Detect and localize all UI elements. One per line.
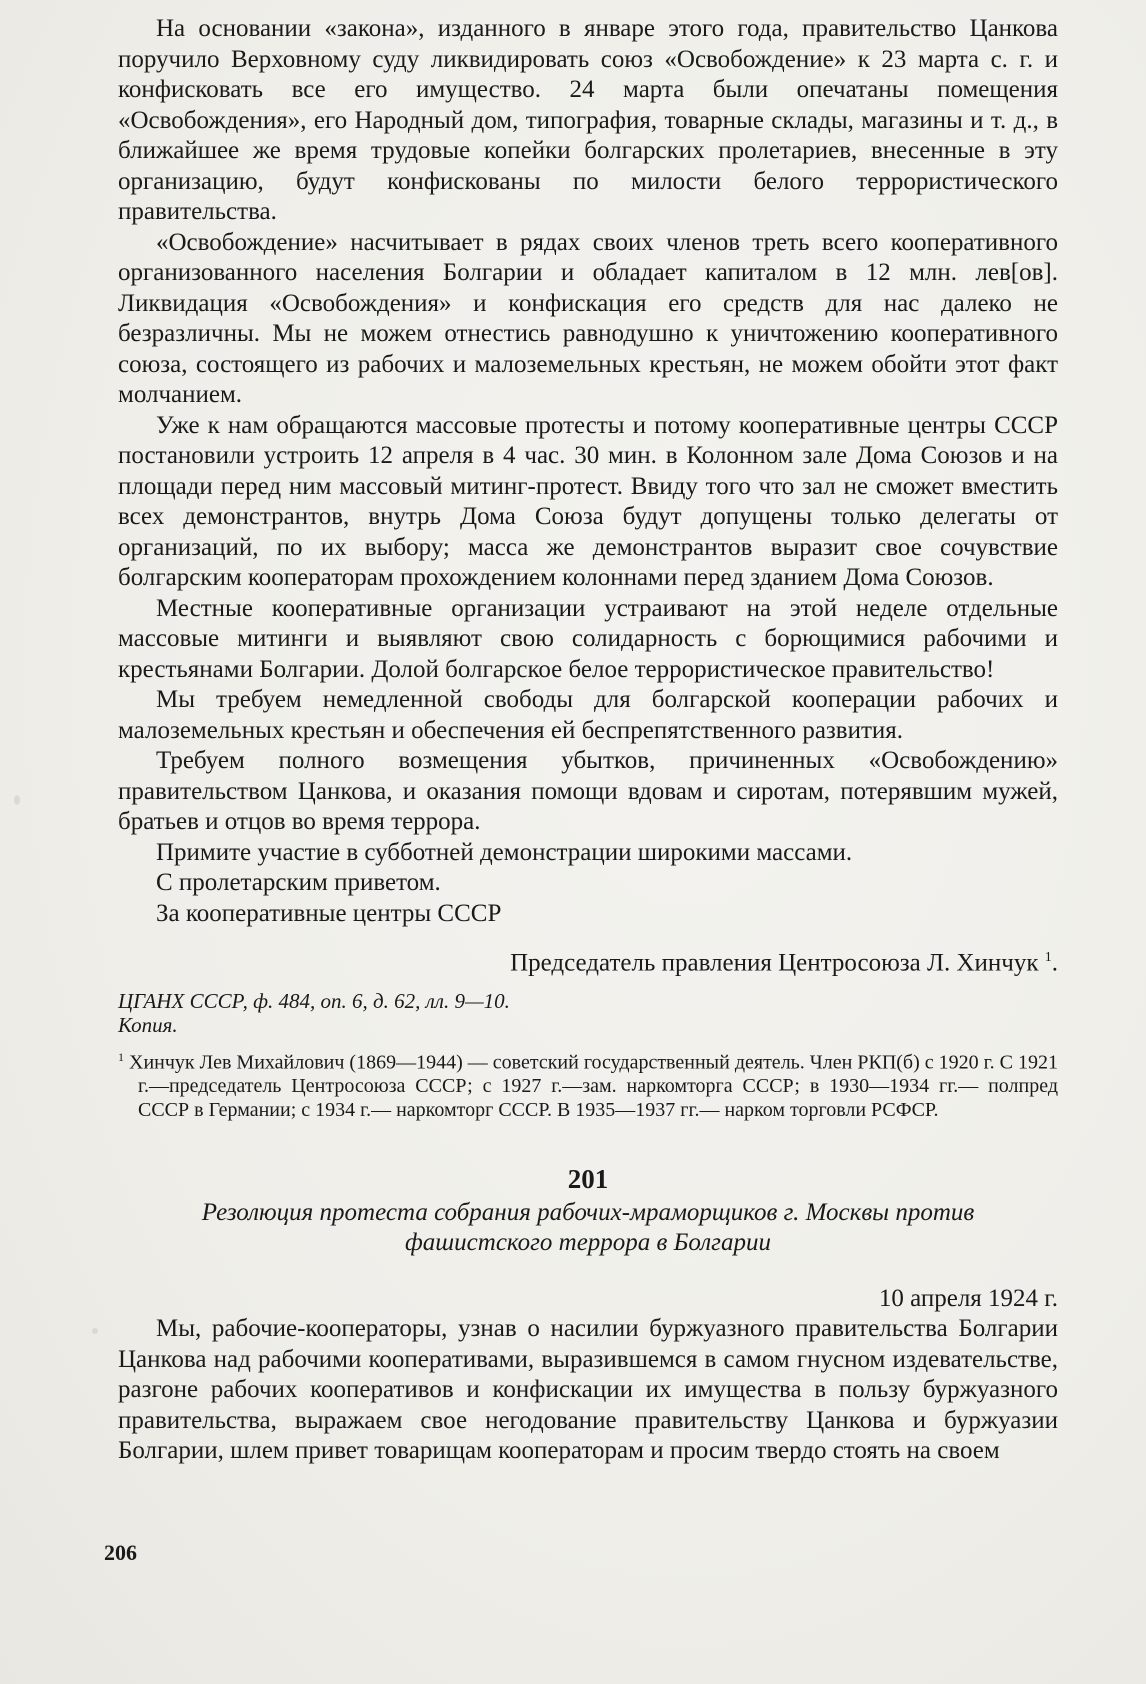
page-number: 206 (104, 1540, 137, 1565)
paragraph: Требуем полного возмещения убытков, причиненных «Освобождению» правительством Цанкова, и оказания помощи вдовам и сиротам, потерявшим мужей, братьев и отцов во время террора. (118, 747, 1058, 835)
paragraph: На основании «закона», изданного в январе этого года, правительство Цанкова поручило Верховному суду ликвидировать союз «Освобождение» к 23 марта с. г. и конфисковать все его имущество. 24 марта были опечатаны помещения «Освобождения», его Народный дом, типография, товарные склады, магазины и т. д., в ближайшее же время трудовые копейки болгарских пролетариев, внесенные в эту организацию, будут конфискованы по милости белого террористического правительства. (118, 15, 1058, 225)
footnote-number: 1 (118, 1049, 124, 1064)
footnote-text: Хинчук Лев Михайлович (1869—1944) — советский государственный деятель. Член РКП(б) с 1920 г. С 1921 г.—председатель Центросоюза СССР; с 1927 г.—зам. наркомторга СССР; в 1930—1934 гг.— полпред СССР в Германии; с 1934 г.— наркомторг СССР. В 1935—1937 гг.— нарком торговли РСФСР. (129, 1051, 1058, 1122)
document-number: 201 (567, 1164, 609, 1195)
signature-period: . (1051, 949, 1058, 977)
paragraph: «Освобождение» насчитывает в рядах своих членов треть всего кооперативного организованного населения Болгарии и обладает капиталом в 12 млн. лев[ов]. Ликвидация «Освобождения» и конфискация его средств для нас далеко не безразличны. Мы не можем отнестись равнодушно к уничтожению кооперативного союза, состоящего из рабочих и малоземельных крестьян, не можем обойти этот факт молчанием. (118, 228, 1058, 408)
footnote (118, 1045, 1058, 1123)
archive-reference (118, 989, 1058, 1037)
footnote-mark: 1 (1044, 950, 1052, 965)
paragraph: За кооперативные центры СССР (156, 899, 502, 927)
archive-note: Копия. (118, 1012, 178, 1037)
document-date: 10 апреля 1924 г. (878, 1285, 1058, 1313)
document-title: Резолюция протеста собрания рабочих-мраморщиков г. Москвы против фашистского террора в Болгарии (201, 1199, 975, 1257)
document-text (118, 14, 1058, 1467)
archive-ref: ЦГАНХ СССР, ф. 484, оп. 6, д. 62, лл. 9—10. (118, 988, 510, 1013)
paragraph: Мы требуем немедленной свободы для болгарской кооперации рабочих и малоземельных крестьян и обеспечения ей беспрепятственного развития. (118, 686, 1058, 744)
paragraph: Мы, рабочие-кооператоры, узнав о насилии буржуазного правительства Болгарии Цанкова над рабочими кооперативами, выразившемся в самом гнусном издевательстве, разгоне рабочих кооперативов и конфискации их имущества в пользу буржуазного правительства, выражаем свое негодование правительству Цанкова и буржуазии Болгарии, шлем привет товарищам кооператорам и просим твердо стоять на своем (118, 1315, 1058, 1465)
paragraph: Уже к нам обращаются массовые протесты и потому кооперативные центры СССР постановили устроить 12 апреля в 4 час. 30 мин. в Колонном зале Дома Союзов и на площади перед ним массовый митинг-протест. Ввиду того что зал не сможет вместить всех демонстрантов, внутрь Дома Союза будут допущены только делегаты от организаций, по их выбору; масса же демонстрантов выразит свое сочувствие болгарским кооператорам прохождением колоннами перед зданием Дома Союзов. (118, 411, 1058, 591)
signature (118, 943, 1058, 979)
signature-text: Председатель правления Центросоюза Л. Хинчук (510, 949, 1039, 977)
paragraph: Примите участие в субботней демонстрации широкими массами. (156, 838, 853, 866)
scan-speck (14, 795, 20, 805)
paragraph: С пролетарским приветом. (156, 869, 441, 896)
scan-speck (92, 1328, 98, 1334)
paragraph: Местные кооперативные организации устраивают на этой неделе отдельные массовые митинги и выявляют свою солидарность с борющимися рабочими и крестьянами Болгарии. Долой болгарское белое террористическое правительство! (118, 594, 1058, 683)
